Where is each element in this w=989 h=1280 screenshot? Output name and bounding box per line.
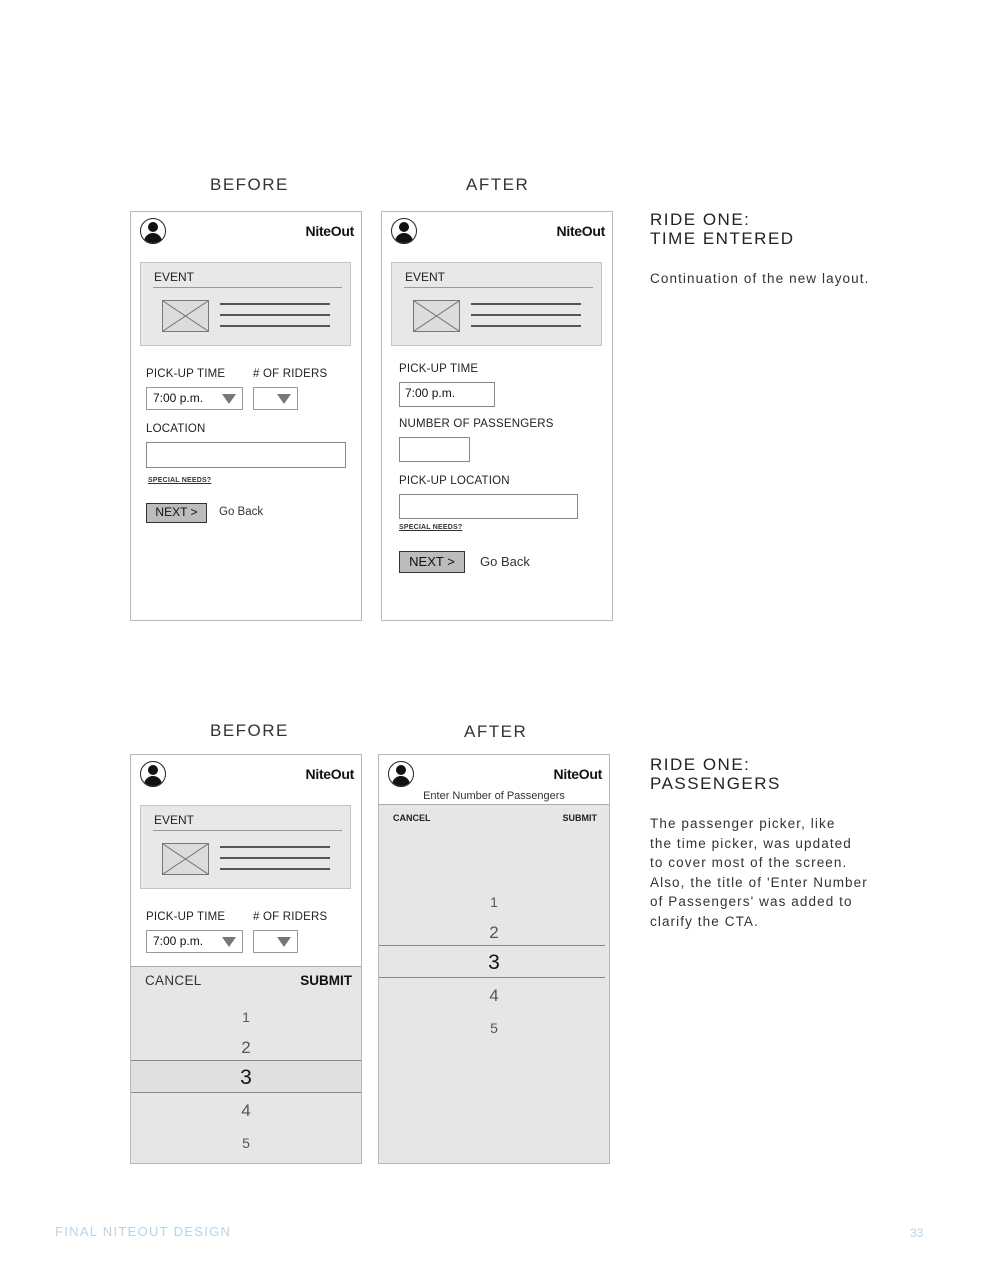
text-line-placeholder [471, 303, 581, 305]
cancel-button[interactable]: CANCEL [145, 973, 202, 988]
cancel-button[interactable]: CANCEL [393, 813, 431, 823]
location-label: LOCATION [146, 423, 206, 435]
go-back-link[interactable]: Go Back [219, 506, 264, 518]
special-needs-link[interactable]: SPECIAL NEEDS? [399, 524, 463, 531]
submit-button[interactable]: SUBMIT [562, 813, 597, 823]
dropdown-arrow-icon [222, 394, 236, 404]
pickup-time-label: PICK-UP TIME [146, 911, 226, 923]
pickup-time-select[interactable] [146, 387, 243, 410]
page-number: 33 [910, 1226, 924, 1240]
riders-select[interactable] [253, 387, 298, 410]
section2-description-line: Also, the title of 'Enter Number [650, 874, 868, 890]
riders-select[interactable] [253, 930, 298, 953]
section1-title-line1: RIDE ONE: [650, 210, 751, 229]
picker-selected-option[interactable]: 3 [240, 1066, 252, 1089]
picker-option[interactable]: 1 [490, 894, 498, 910]
picker-option[interactable]: 1 [242, 1009, 250, 1025]
pickup-location-input[interactable] [399, 494, 578, 519]
section2-description-line: clarify the CTA. [650, 913, 759, 929]
text-line-placeholder [220, 868, 330, 870]
phone-before-passengers [130, 754, 362, 1164]
picker-selection-line [131, 1092, 361, 1093]
pickup-location-label: PICK-UP LOCATION [399, 475, 510, 487]
image-placeholder-icon [162, 300, 209, 332]
user-avatar-icon[interactable] [140, 761, 166, 787]
text-line-placeholder [220, 325, 330, 327]
event-card[interactable] [391, 262, 602, 346]
user-avatar-icon[interactable] [391, 218, 417, 244]
phone-after-time-entered [381, 211, 613, 621]
picker-option[interactable]: 2 [241, 1038, 251, 1057]
next-button[interactable]: NEXT > [146, 503, 207, 523]
picker-option[interactable]: 5 [490, 1020, 498, 1036]
picker-title: Enter Number of Passengers [423, 790, 565, 802]
picker-option[interactable]: 2 [489, 923, 499, 942]
brand-logo: NiteOut [553, 766, 602, 782]
event-card[interactable] [140, 262, 351, 346]
event-card[interactable] [140, 805, 351, 889]
divider [153, 830, 342, 831]
after-label: AFTER [466, 175, 530, 194]
passengers-input[interactable] [399, 437, 470, 462]
image-placeholder-icon [413, 300, 460, 332]
pickup-time-label: PICK-UP TIME [399, 363, 479, 375]
event-title: EVENT [405, 270, 446, 284]
event-title: EVENT [154, 813, 195, 827]
next-button[interactable]: NEXT > [399, 551, 465, 573]
picker-option[interactable]: 5 [242, 1135, 250, 1151]
special-needs-link[interactable]: SPECIAL NEEDS? [148, 477, 212, 484]
riders-label: # OF RIDERS [253, 368, 328, 380]
picker-option[interactable]: 4 [489, 986, 499, 1005]
section2-title-line1: RIDE ONE: [650, 755, 751, 774]
dropdown-arrow-icon [277, 394, 291, 404]
section2-description-line: to cover most of the screen. [650, 855, 848, 870]
text-line-placeholder [220, 303, 330, 305]
passengers-label: NUMBER OF PASSENGERS [399, 418, 554, 430]
dropdown-arrow-icon [222, 937, 236, 947]
user-avatar-icon[interactable] [388, 761, 414, 787]
text-line-placeholder [471, 325, 581, 327]
app-header [379, 755, 609, 805]
event-title: EVENT [154, 270, 195, 284]
picker-option[interactable]: 4 [241, 1101, 251, 1120]
section2-description-line: the time picker, was updated [650, 835, 852, 851]
brand-logo: NiteOut [305, 223, 354, 239]
section1-description: Continuation of the new layout. [650, 271, 870, 286]
section2-description-line: of Passengers' was added to [650, 894, 853, 909]
text-line-placeholder [220, 857, 330, 859]
section1-title-line2: TIME ENTERED [650, 229, 795, 248]
picker-selected-option[interactable]: 3 [488, 951, 500, 974]
section2-description-line: The passenger picker, like [650, 816, 836, 831]
submit-button[interactable]: SUBMIT [300, 973, 352, 988]
brand-logo: NiteOut [305, 766, 354, 782]
text-line-placeholder [220, 314, 330, 316]
phone-before-time-entered [130, 211, 362, 621]
text-line-placeholder [471, 314, 581, 316]
riders-label: # OF RIDERS [253, 911, 328, 923]
brand-logo: NiteOut [556, 223, 605, 239]
image-placeholder-icon [162, 843, 209, 875]
pickup-time-value: 7:00 p.m. [153, 391, 204, 405]
divider [404, 287, 593, 288]
pickup-time-value: 7:00 p.m. [153, 934, 204, 948]
user-avatar-icon[interactable] [140, 218, 166, 244]
text-line-placeholder [220, 846, 330, 848]
before-label: BEFORE [210, 175, 289, 194]
footer-title: FINAL NITEOUT DESIGN [55, 1224, 232, 1239]
pickup-time-select[interactable] [146, 930, 243, 953]
phone-after-passengers [378, 754, 610, 1164]
before-label: BEFORE [210, 721, 289, 740]
section2-title-line2: PASSENGERS [650, 774, 781, 793]
dropdown-arrow-icon [277, 937, 291, 947]
divider [153, 287, 342, 288]
pickup-time-input[interactable]: 7:00 p.m. [399, 382, 495, 407]
go-back-link[interactable]: Go Back [480, 554, 530, 569]
riders-picker[interactable] [131, 966, 361, 1164]
pickup-time-label: PICK-UP TIME [146, 368, 226, 380]
picker-selection-line [379, 977, 605, 978]
after-label: AFTER [464, 722, 528, 741]
location-input[interactable] [146, 442, 346, 468]
picker-selection-line [379, 945, 605, 946]
